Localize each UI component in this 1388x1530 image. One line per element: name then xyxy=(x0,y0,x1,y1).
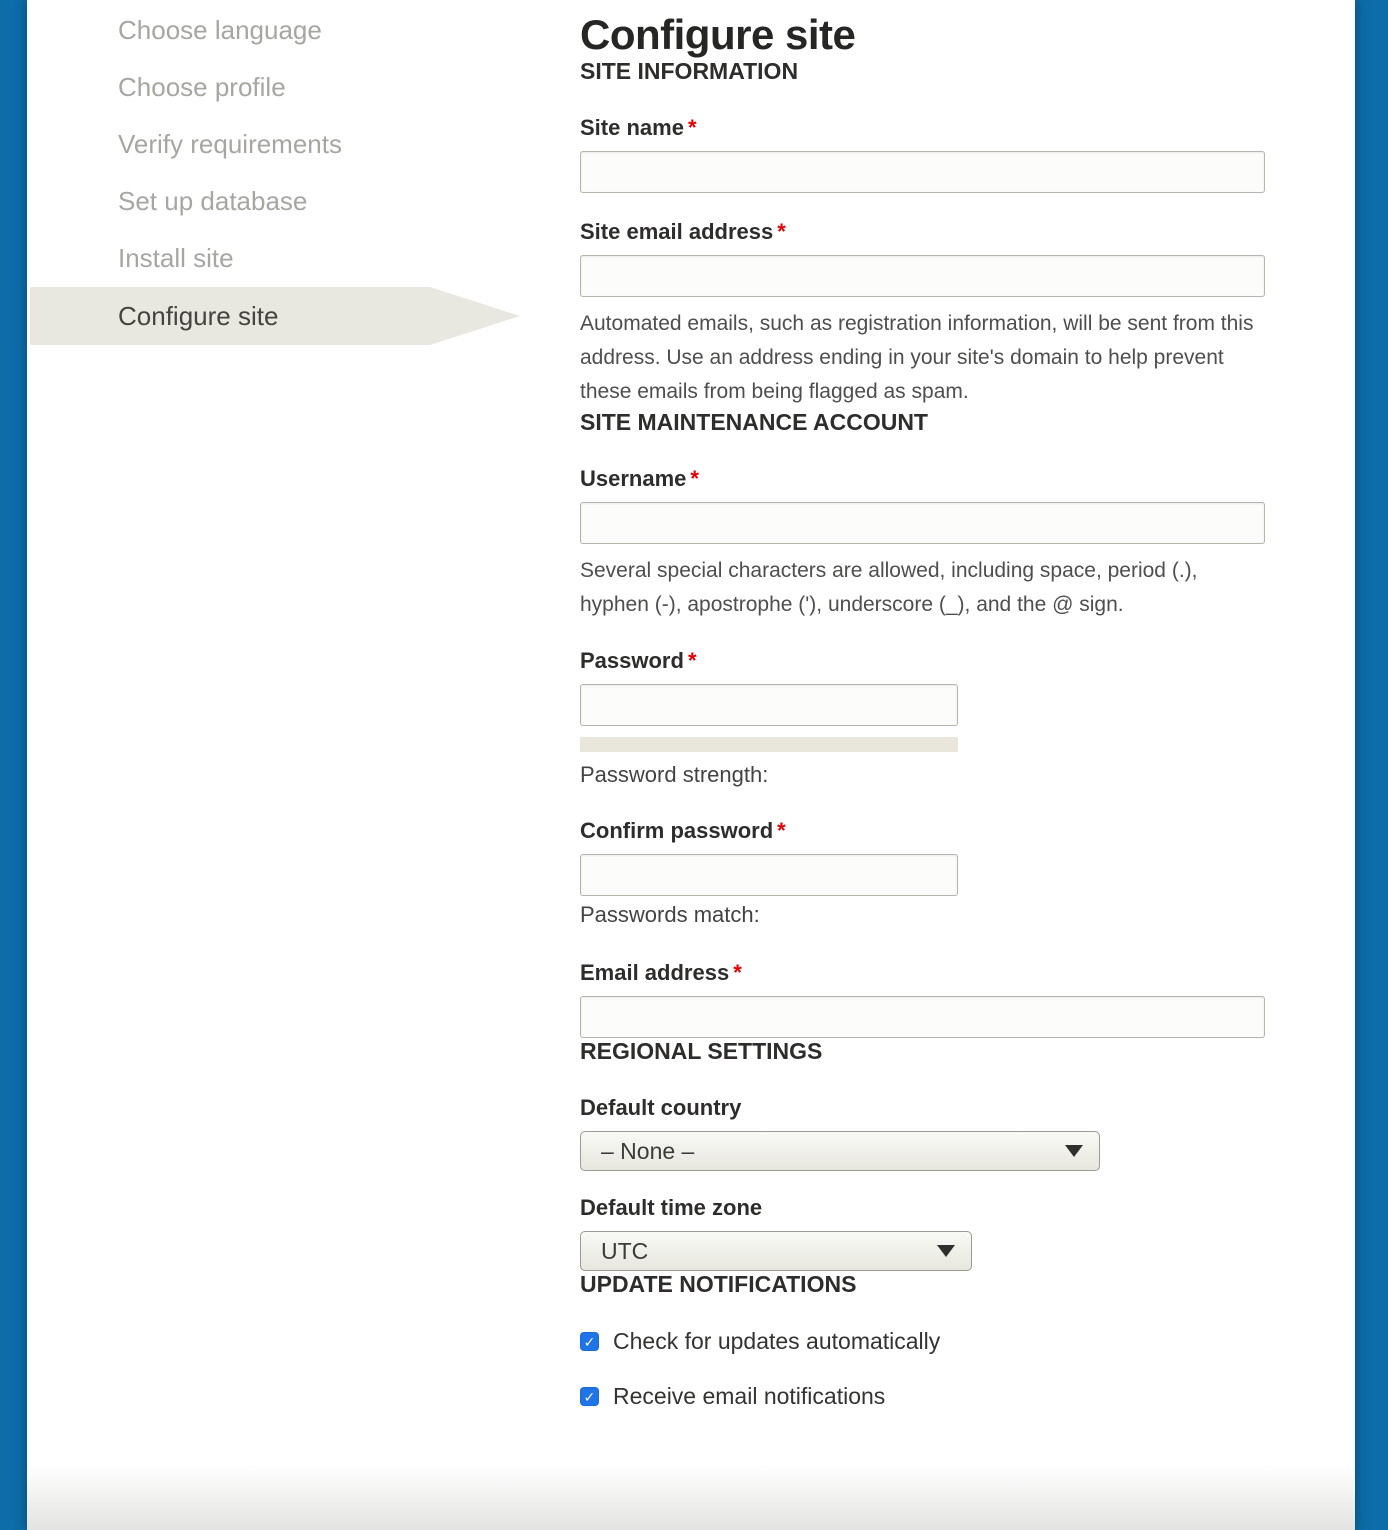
site-email-label-text: Site email address xyxy=(580,219,774,245)
chevron-down-icon xyxy=(937,1245,955,1257)
default-timezone-selected-value: UTC xyxy=(601,1237,649,1264)
regional-settings-heading: REGIONAL SETTINGS xyxy=(580,1038,823,1065)
required-asterisk: * xyxy=(690,466,699,492)
chevron-down-icon xyxy=(1065,1145,1083,1157)
site-name-input[interactable] xyxy=(580,151,1265,193)
username-input[interactable] xyxy=(580,502,1265,544)
required-asterisk: * xyxy=(777,219,786,245)
email-address-label xyxy=(580,960,1265,986)
default-country-selected-value: – None – xyxy=(601,1137,695,1164)
site-email-input[interactable] xyxy=(580,255,1265,297)
maintenance-account-heading: SITE MAINTENANCE ACCOUNT xyxy=(580,409,928,436)
passwords-match-label: Passwords match: xyxy=(580,902,760,928)
site-name-label-text: Site name xyxy=(580,115,684,141)
check-updates-label[interactable]: Check for updates automatically xyxy=(613,1328,941,1355)
update-notifications-heading: UPDATE NOTIFICATIONS xyxy=(580,1271,857,1298)
password-input[interactable] xyxy=(580,684,958,726)
default-timezone-label: Default time zone xyxy=(580,1195,763,1221)
site-information-heading: SITE INFORMATION xyxy=(580,58,799,85)
confirm-password-label xyxy=(580,818,1265,844)
receive-email-label[interactable]: Receive email notifications xyxy=(613,1383,886,1410)
check-updates-row xyxy=(580,1328,1265,1355)
password-label-text: Password xyxy=(580,648,684,674)
installer-card xyxy=(27,0,1355,1530)
email-address-label-text: Email address xyxy=(580,960,730,986)
receive-email-row xyxy=(580,1383,1265,1410)
required-asterisk: * xyxy=(687,648,697,674)
site-name-label xyxy=(580,115,1265,141)
default-timezone-select[interactable] xyxy=(580,1231,972,1271)
required-asterisk: * xyxy=(733,960,742,986)
required-asterisk: * xyxy=(777,818,786,844)
sidebar-step-configure-site-active: Configure site xyxy=(30,287,430,345)
site-email-label xyxy=(580,219,1265,245)
default-country-label: Default country xyxy=(580,1095,742,1121)
receive-email-checkbox[interactable]: ✓ xyxy=(580,1387,599,1406)
username-description: Several special characters are allowed, including space, period (.), hyphen (-), apostrophe ('), underscore (_), and the @ sign. xyxy=(580,559,1198,617)
confirm-password-input[interactable] xyxy=(580,854,958,896)
site-email-description: Automated emails, such as registration information, will be sent from this address. Use an address ending in your site's domain to help prevent these emails from being flagged as spam. xyxy=(580,312,1254,404)
confirm-password-label-text: Confirm password xyxy=(580,818,774,844)
password-strength-bar xyxy=(580,737,958,752)
configure-site-form xyxy=(580,0,1355,1530)
install-steps-sidebar xyxy=(27,0,580,1530)
sidebar-step-choose-language: Choose language xyxy=(118,15,322,45)
required-asterisk: * xyxy=(687,115,697,141)
password-label xyxy=(580,648,1265,674)
password-strength-label: Password strength: xyxy=(580,762,769,788)
check-updates-checkbox[interactable]: ✓ xyxy=(580,1332,599,1351)
sidebar-step-install-site: Install site xyxy=(118,243,234,273)
username-label xyxy=(580,466,1265,492)
default-country-select[interactable] xyxy=(580,1131,1100,1171)
page-title: Configure site xyxy=(580,11,856,58)
sidebar-step-set-up-database: Set up database xyxy=(118,186,308,216)
username-label-text: Username xyxy=(580,466,687,492)
sidebar-step-verify-requirements: Verify requirements xyxy=(118,129,342,159)
email-address-input[interactable] xyxy=(580,996,1265,1038)
sidebar-step-choose-profile: Choose profile xyxy=(118,72,286,102)
